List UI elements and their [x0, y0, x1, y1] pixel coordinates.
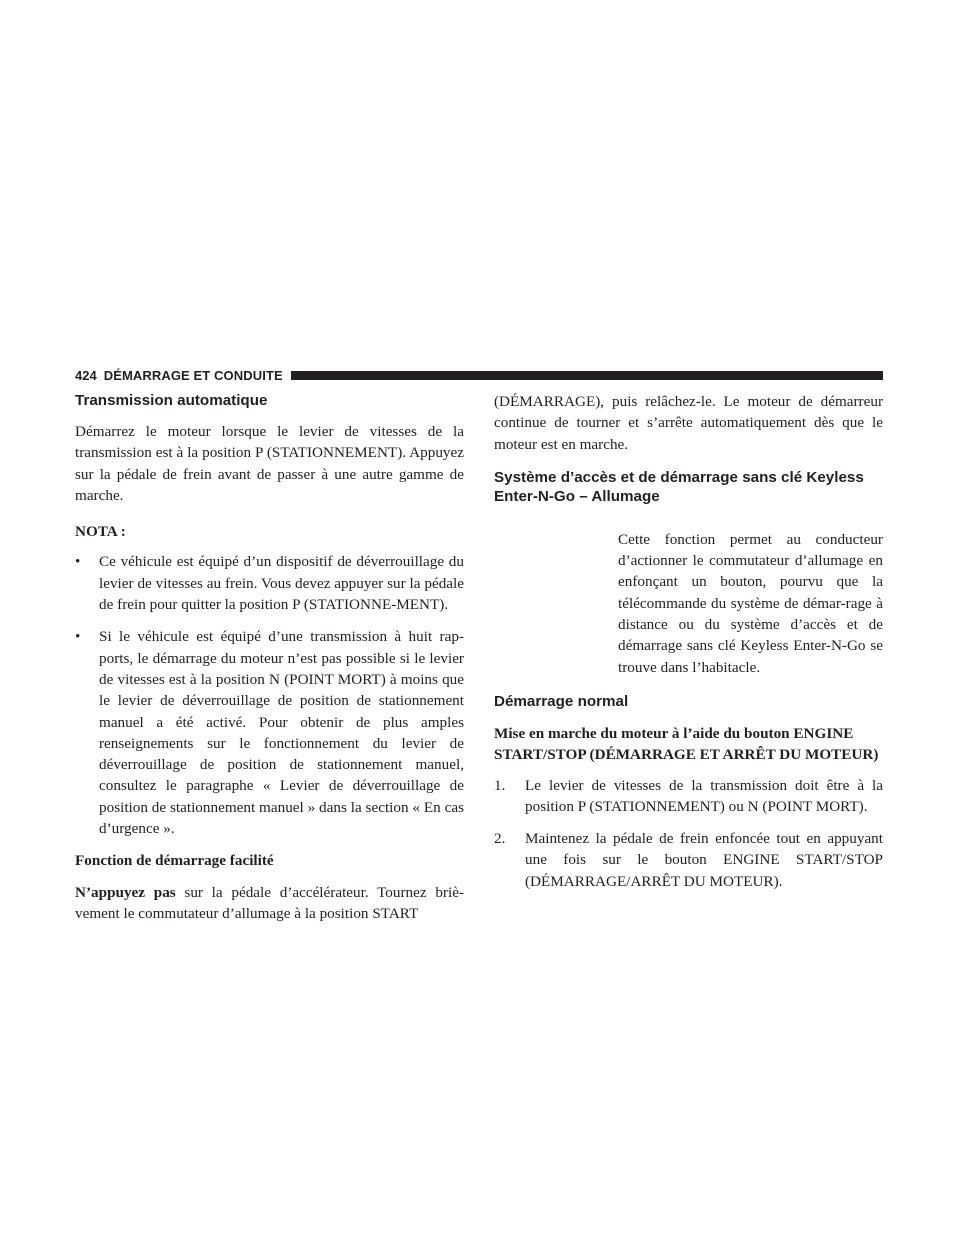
bullet-marker: • [75, 553, 81, 571]
section-title: DÉMARRAGE ET CONDUITE [103, 367, 283, 383]
subheading-easy-start: Fonction de démarrage facilité [75, 852, 274, 870]
intro-paragraph: Démarrez le moteur lorsque le levier de vitesses de la transmission est à la position P (STATIONNEMENT). Appuyez sur la pédale de frein avant de passer à une autre gamme de marche. [75, 423, 464, 504]
step-number: 1. [494, 776, 506, 794]
bullet-marker: • [75, 628, 81, 646]
page-number: 424 [75, 367, 97, 383]
header-rule [291, 371, 883, 380]
page-header [75, 364, 883, 386]
bullet-item [75, 551, 464, 615]
keyless-paragraph: Cette fonction permet au conducteur d’actionner le commutateur d’allumage en enfonçant un bouton, pourvu que la télécommande du système de démar-rage à distance ou du système d’accès et de démarrage sans clé Keyless Enter-N-Go se trouve dans l’habitacle. [618, 530, 883, 676]
right-column [494, 391, 883, 892]
continuation-paragraph: (DÉMARRAGE), puis relâchez-le. Le moteur de démarreur continue de tourner et s’arrête automatiquement dès que le moteur est en marche. [494, 393, 883, 453]
heading-keyless: Système d’accès et de démarrage sans clé Keyless Enter-N-Go – Allumage [494, 468, 864, 505]
bullet-item [75, 626, 464, 839]
step-text: Le levier de vitesses de la transmission doit être à la position P (STATIONNEMENT) ou N (POINT MORT). [525, 776, 883, 815]
nota-label: NOTA : [75, 523, 126, 541]
step-number: 2. [494, 830, 506, 848]
heading-normal-start: Démarrage normal [494, 692, 629, 710]
emphasis: N’appuyez pas [75, 883, 176, 901]
subheading-button-start: Mise en marche du moteur à l’aide du bouton ENGINE START/STOP (DÉMARRAGE ET ARRÊT DU MOTEUR) [494, 724, 879, 764]
step-text: Maintenez la pédale de frein enfoncée tout en appuyant une fois sur le bouton ENGINE START/STOP (DÉMARRAGE/ARRÊT DU MOTEUR). [525, 830, 883, 890]
left-column [75, 391, 464, 924]
step-item [494, 775, 883, 818]
easy-start-paragraph: N’appuyez pas sur la pédale d’accélérateur. Tournez briè-vement le commutateur d’allumage à la position START [75, 883, 464, 922]
bullet-text: Ce véhicule est équipé d’un dispositif de déverrouillage du levier de vitesses au frein. Vous devez appuyer sur la pédale de frein pour quitter la position P (STATIONNE-MENT). [99, 553, 464, 614]
bullet-text: Si le véhicule est équipé d’une transmission à huit rap-ports, le démarrage du moteur n’est pas possible si le levier de vitesses est à la position N (POINT MORT) à moins que le levier de déverrouillage de position de stationnement manuel a été activé. Pour obtenir de plus amples renseignements sur le fonctionnement du levier de déverrouillage de position de stationnement manuel, consultez le paragraphe « Levier de déverrouillage de position de stationnement manuel » dans la section « En cas d’urgence ». [99, 628, 464, 838]
step-item [494, 828, 883, 892]
heading-transmission: Transmission automatique [75, 392, 268, 409]
